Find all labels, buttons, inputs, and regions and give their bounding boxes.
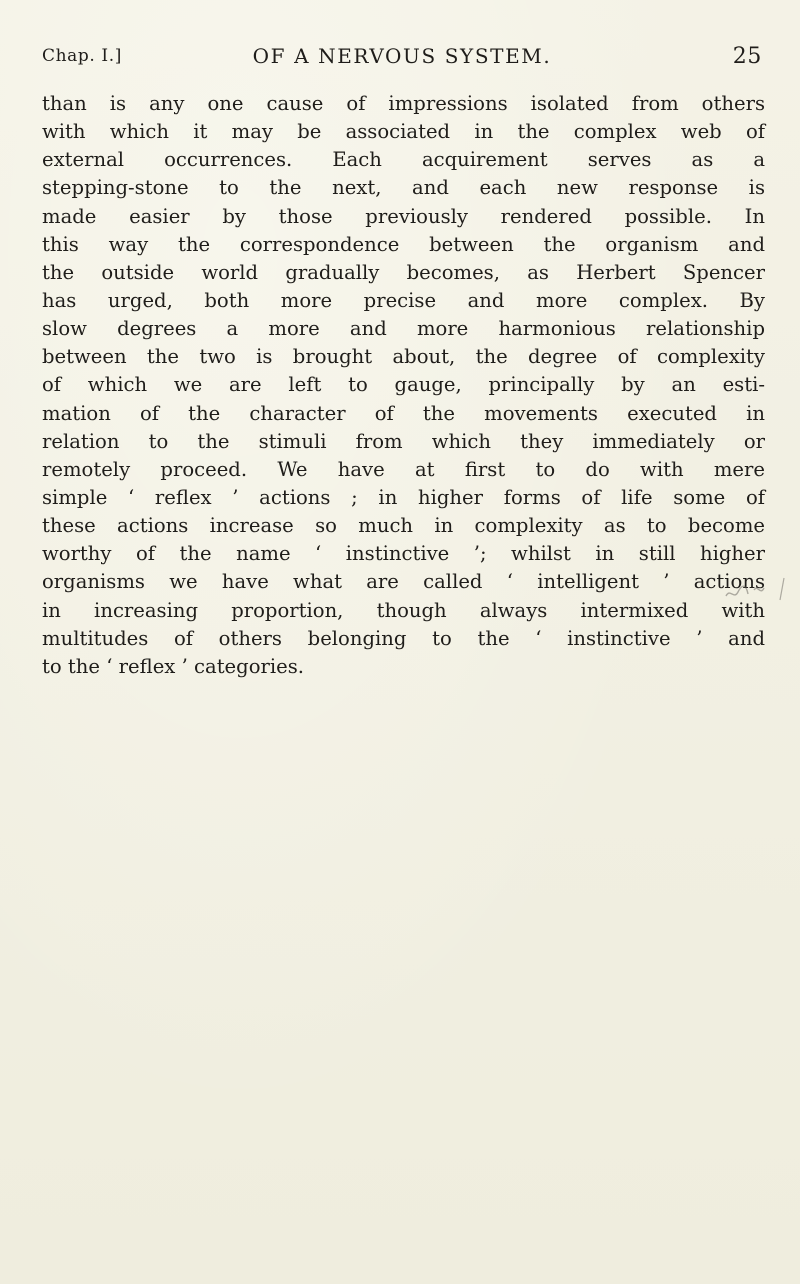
page-header — [42, 44, 762, 78]
text-line: made easier by those previously rendered possible. In — [42, 204, 765, 228]
text-line: relation to the stimuli from which they immediately or — [42, 429, 765, 453]
chapter-reference: Chap. I.] — [42, 46, 122, 66]
text-line: slow degrees a more and more harmonious relationship — [42, 317, 765, 341]
text-line: organisms we have what are called ‘ intelligent ’ actions — [42, 570, 765, 594]
text-line: the outside world gradually becomes, as Herbert Spencer — [42, 260, 765, 284]
text-line: simple ‘ reflex ’ actions ; in higher forms of life some of — [42, 485, 765, 509]
text-line: multitudes of others belonging to the ‘ instinctive ’ and — [42, 626, 765, 650]
text-line: in increasing proportion, though always intermixed with — [42, 598, 765, 622]
text-line: stepping-stone to the next, and each new response is — [42, 176, 765, 200]
page-number: 25 — [732, 44, 762, 69]
running-head: OF A NERVOUS SYSTEM. — [252, 44, 552, 68]
text-line: has urged, both more precise and more complex. By — [42, 288, 765, 312]
text-line: these actions increase so much in complexity as to become — [42, 514, 765, 538]
text-line: of which we are left to gauge, principally by an esti- — [42, 373, 765, 397]
text-line: to the ‘ reflex ’ categories. — [42, 654, 305, 678]
text-line: external occurrences. Each acquirement serves as a — [42, 148, 765, 172]
text-line: worthy of the name ‘ instinctive ’; whilst in still higher — [42, 542, 765, 566]
text-line: between the two is brought about, the degree of complexity — [42, 345, 765, 369]
text-line: than is any one cause of impressions isolated from others — [42, 92, 765, 115]
text-line: this way the correspondence between the organism and — [42, 232, 765, 256]
text-line: with which it may be associated in the complex web of — [42, 120, 765, 144]
text-line: remotely proceed. We have at first to do with mere — [42, 457, 765, 481]
text-line: mation of the character of the movements executed in — [42, 401, 765, 425]
body-paragraph — [42, 90, 765, 681]
pencil-annotation-mark — [722, 570, 792, 606]
